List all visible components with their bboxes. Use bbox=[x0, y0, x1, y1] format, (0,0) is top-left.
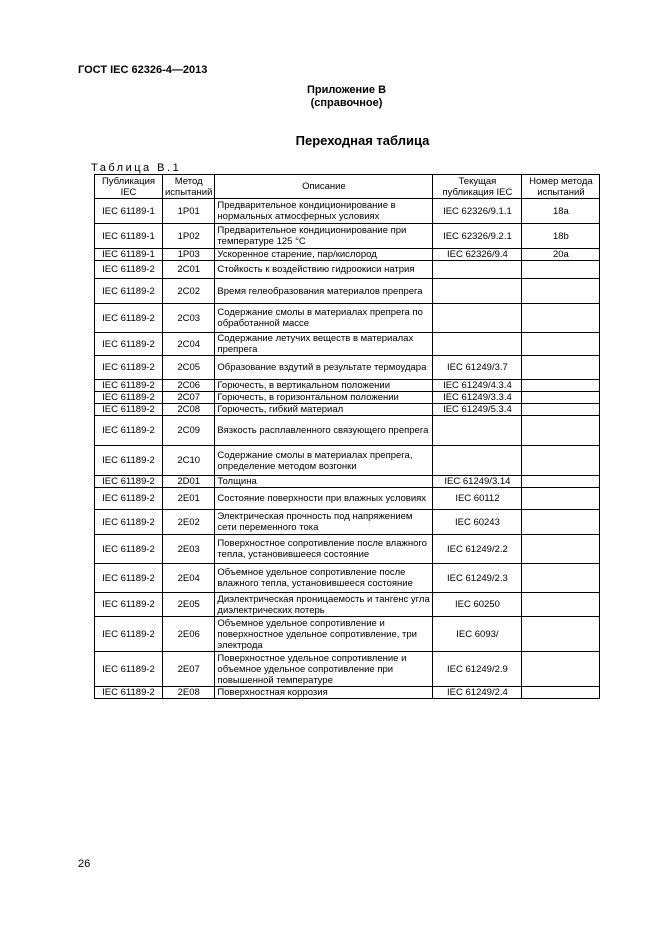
cell-method: 2E05 bbox=[163, 593, 215, 617]
table-header-row bbox=[95, 175, 600, 199]
cell-method-number bbox=[522, 380, 600, 392]
table-row bbox=[95, 488, 600, 510]
cell-current-publication: IEC 62326/9.1.1 bbox=[433, 199, 522, 224]
cell-current-publication bbox=[433, 261, 522, 279]
cell-current-publication: IEC 61249/2.9 bbox=[433, 652, 522, 687]
table-row bbox=[95, 687, 600, 699]
cell-description: Содержание смолы в материалах препрега, определение методом возгонки bbox=[215, 446, 433, 476]
cell-description: Поверхностное сопротивление после влажного тепла, установившееся состояние bbox=[215, 535, 433, 564]
cell-method-number bbox=[522, 476, 600, 488]
cell-method-number bbox=[522, 564, 600, 593]
cell-publication: IEC 61189-2 bbox=[95, 488, 163, 510]
cell-description: Вязкость расплавленного связующего препрега bbox=[215, 416, 433, 446]
cell-publication: IEC 61189-2 bbox=[95, 510, 163, 535]
table-row bbox=[95, 261, 600, 279]
table-row bbox=[95, 446, 600, 476]
cell-method: 2C02 bbox=[163, 279, 215, 304]
cell-method: 2E01 bbox=[163, 488, 215, 510]
column-header-method-number: Номер метода испытаний bbox=[522, 175, 600, 199]
cell-publication: IEC 61189-2 bbox=[95, 333, 163, 356]
table-row bbox=[95, 535, 600, 564]
cell-method-number bbox=[522, 404, 600, 416]
cell-method: 2C10 bbox=[163, 446, 215, 476]
table-row bbox=[95, 510, 600, 535]
cell-method: 2D01 bbox=[163, 476, 215, 488]
column-header-current-publication: Текущая публикация IEC bbox=[433, 175, 522, 199]
table-row bbox=[95, 404, 600, 416]
cell-current-publication bbox=[433, 304, 522, 333]
cell-method: 1P02 bbox=[163, 224, 215, 249]
cell-description: Горючесть, гибкий материал bbox=[215, 404, 433, 416]
column-header-publication: Публикация IEC bbox=[95, 175, 163, 199]
annex-subtitle: (справочное) bbox=[310, 97, 383, 109]
cell-current-publication: IEC 61249/5.3.4 bbox=[433, 404, 522, 416]
cell-method-number: 20a bbox=[522, 249, 600, 261]
cell-publication: IEC 61189-2 bbox=[95, 279, 163, 304]
cell-method: 2C04 bbox=[163, 333, 215, 356]
cell-current-publication bbox=[433, 446, 522, 476]
cell-current-publication bbox=[433, 333, 522, 356]
table-body bbox=[95, 199, 600, 699]
cell-current-publication bbox=[433, 279, 522, 304]
cell-description: Стойкость к воздействию гидроокиси натрия bbox=[215, 261, 433, 279]
cell-method: 2C08 bbox=[163, 404, 215, 416]
cell-method: 2C06 bbox=[163, 380, 215, 392]
cell-description: Объемное удельное сопротивление после влажного тепла, установившееся состояние bbox=[215, 564, 433, 593]
cell-publication: IEC 61189-1 bbox=[95, 199, 163, 224]
cell-publication: IEC 61189-2 bbox=[95, 687, 163, 699]
cell-method-number: 18b bbox=[522, 224, 600, 249]
table-row bbox=[95, 593, 600, 617]
table-row bbox=[95, 333, 600, 356]
cell-method: 2E04 bbox=[163, 564, 215, 593]
cell-publication: IEC 61189-1 bbox=[95, 249, 163, 261]
cell-description: Содержание летучих веществ в материалах препрега bbox=[215, 333, 433, 356]
table-row bbox=[95, 416, 600, 446]
column-header-description: Описание bbox=[215, 175, 433, 199]
cell-current-publication: IEC 6093/ bbox=[433, 617, 522, 652]
cell-publication: IEC 61189-2 bbox=[95, 446, 163, 476]
table-row bbox=[95, 279, 600, 304]
cell-publication: IEC 61189-2 bbox=[95, 476, 163, 488]
cell-publication: IEC 61189-1 bbox=[95, 224, 163, 249]
cell-current-publication: IEC 62326/9.2.1 bbox=[433, 224, 522, 249]
cell-current-publication: IEC 62326/9.4 bbox=[433, 249, 522, 261]
cell-method: 1P03 bbox=[163, 249, 215, 261]
cell-description: Содержание смолы в материалах препрега по обработанной массе bbox=[215, 304, 433, 333]
column-header-method: Метод испытаний bbox=[163, 175, 215, 199]
cell-publication: IEC 61189-2 bbox=[95, 380, 163, 392]
cell-current-publication: IEC 61249/3.14 bbox=[433, 476, 522, 488]
cell-publication: IEC 61189-2 bbox=[95, 535, 163, 564]
cell-current-publication: IEC 61249/2.4 bbox=[433, 687, 522, 699]
cell-method: 2E06 bbox=[163, 617, 215, 652]
cell-method-number bbox=[522, 304, 600, 333]
table-label: Таблица В.1 bbox=[91, 162, 182, 174]
cell-current-publication: IEC 61249/4.3.4 bbox=[433, 380, 522, 392]
table-row bbox=[95, 476, 600, 488]
cell-description: Поверхностная коррозия bbox=[215, 687, 433, 699]
cell-method-number bbox=[522, 356, 600, 380]
cell-description: Образование вздутий в результате термоудара bbox=[215, 356, 433, 380]
document-code: ГОСТ IEC 62326-4—2013 bbox=[78, 64, 208, 76]
cell-method-number bbox=[522, 446, 600, 476]
cell-method-number bbox=[522, 261, 600, 279]
cell-description: Электрическая прочность под напряжением сети переменного тока bbox=[215, 510, 433, 535]
cell-description: Предварительное кондиционирование в нормальных атмосферных условиях bbox=[215, 199, 433, 224]
cell-method-number bbox=[522, 279, 600, 304]
cell-description: Время гелеобразования материалов препрега bbox=[215, 279, 433, 304]
cell-method: 2E03 bbox=[163, 535, 215, 564]
cell-current-publication: IEC 61249/3.3.4 bbox=[433, 392, 522, 404]
cell-publication: IEC 61189-2 bbox=[95, 261, 163, 279]
cell-publication: IEC 61189-2 bbox=[95, 356, 163, 380]
cell-current-publication: IEC 61249/2.2 bbox=[433, 535, 522, 564]
table-heading: Переходная таблица bbox=[295, 133, 430, 148]
cell-method-number: 18a bbox=[522, 199, 600, 224]
cell-description: Состояние поверхности при влажных условиях bbox=[215, 488, 433, 510]
cell-method: 2C09 bbox=[163, 416, 215, 446]
table-row bbox=[95, 564, 600, 593]
cell-publication: IEC 61189-2 bbox=[95, 416, 163, 446]
cell-description: Диэлектрическая проницаемость и тангенс угла диэлектрических потерь bbox=[215, 593, 433, 617]
cell-method-number bbox=[522, 593, 600, 617]
cell-publication: IEC 61189-2 bbox=[95, 564, 163, 593]
cell-publication: IEC 61189-2 bbox=[95, 304, 163, 333]
cell-current-publication: IEC 61249/3.7 bbox=[433, 356, 522, 380]
cell-publication: IEC 61189-2 bbox=[95, 593, 163, 617]
cell-method-number bbox=[522, 617, 600, 652]
annex-heading bbox=[0, 84, 661, 110]
cell-method-number bbox=[522, 535, 600, 564]
cell-description: Горючесть, в вертикальном положении bbox=[215, 380, 433, 392]
table-row bbox=[95, 224, 600, 249]
cell-method: 2E08 bbox=[163, 687, 215, 699]
cell-description: Объемное удельное сопротивление и поверхностное удельное сопротивление, три электрода bbox=[215, 617, 433, 652]
cell-method-number bbox=[522, 416, 600, 446]
cell-method-number bbox=[522, 687, 600, 699]
cell-method-number bbox=[522, 333, 600, 356]
cell-method-number bbox=[522, 488, 600, 510]
cell-publication: IEC 61189-2 bbox=[95, 617, 163, 652]
annex-title: Приложение В bbox=[306, 84, 387, 96]
cell-method: 2E07 bbox=[163, 652, 215, 687]
table-row bbox=[95, 304, 600, 333]
cell-method: 2C07 bbox=[163, 392, 215, 404]
table-row bbox=[95, 617, 600, 652]
table-row bbox=[95, 356, 600, 380]
cell-method: 2C03 bbox=[163, 304, 215, 333]
table-row bbox=[95, 199, 600, 224]
table-row bbox=[95, 380, 600, 392]
cell-method: 1P01 bbox=[163, 199, 215, 224]
cell-method-number bbox=[522, 652, 600, 687]
cell-description: Горючесть, в горизонтальном положении bbox=[215, 392, 433, 404]
cell-description: Поверхностное удельное сопротивление и объемное удельное сопротивление при повышенной температуре bbox=[215, 652, 433, 687]
cell-description: Предварительное кондиционирование при температуре 125 °C bbox=[215, 224, 433, 249]
cell-current-publication: IEC 60112 bbox=[433, 488, 522, 510]
cell-method: 2C05 bbox=[163, 356, 215, 380]
table-row bbox=[95, 652, 600, 687]
cell-current-publication bbox=[433, 416, 522, 446]
table-row bbox=[95, 249, 600, 261]
cell-publication: IEC 61189-2 bbox=[95, 404, 163, 416]
table-row bbox=[95, 392, 600, 404]
page-number: 26 bbox=[78, 858, 91, 870]
cell-method: 2E02 bbox=[163, 510, 215, 535]
cell-current-publication: IEC 61249/2.3 bbox=[433, 564, 522, 593]
cell-method: 2C01 bbox=[163, 261, 215, 279]
cell-method-number bbox=[522, 510, 600, 535]
cell-description: Ускоренное старение, пар/кислород bbox=[215, 249, 433, 261]
cell-method-number bbox=[522, 392, 600, 404]
cell-current-publication: IEC 60243 bbox=[433, 510, 522, 535]
cell-current-publication: IEC 60250 bbox=[433, 593, 522, 617]
cell-description: Толщина bbox=[215, 476, 433, 488]
cell-publication: IEC 61189-2 bbox=[95, 652, 163, 687]
conversion-table bbox=[94, 174, 600, 699]
cell-publication: IEC 61189-2 bbox=[95, 392, 163, 404]
